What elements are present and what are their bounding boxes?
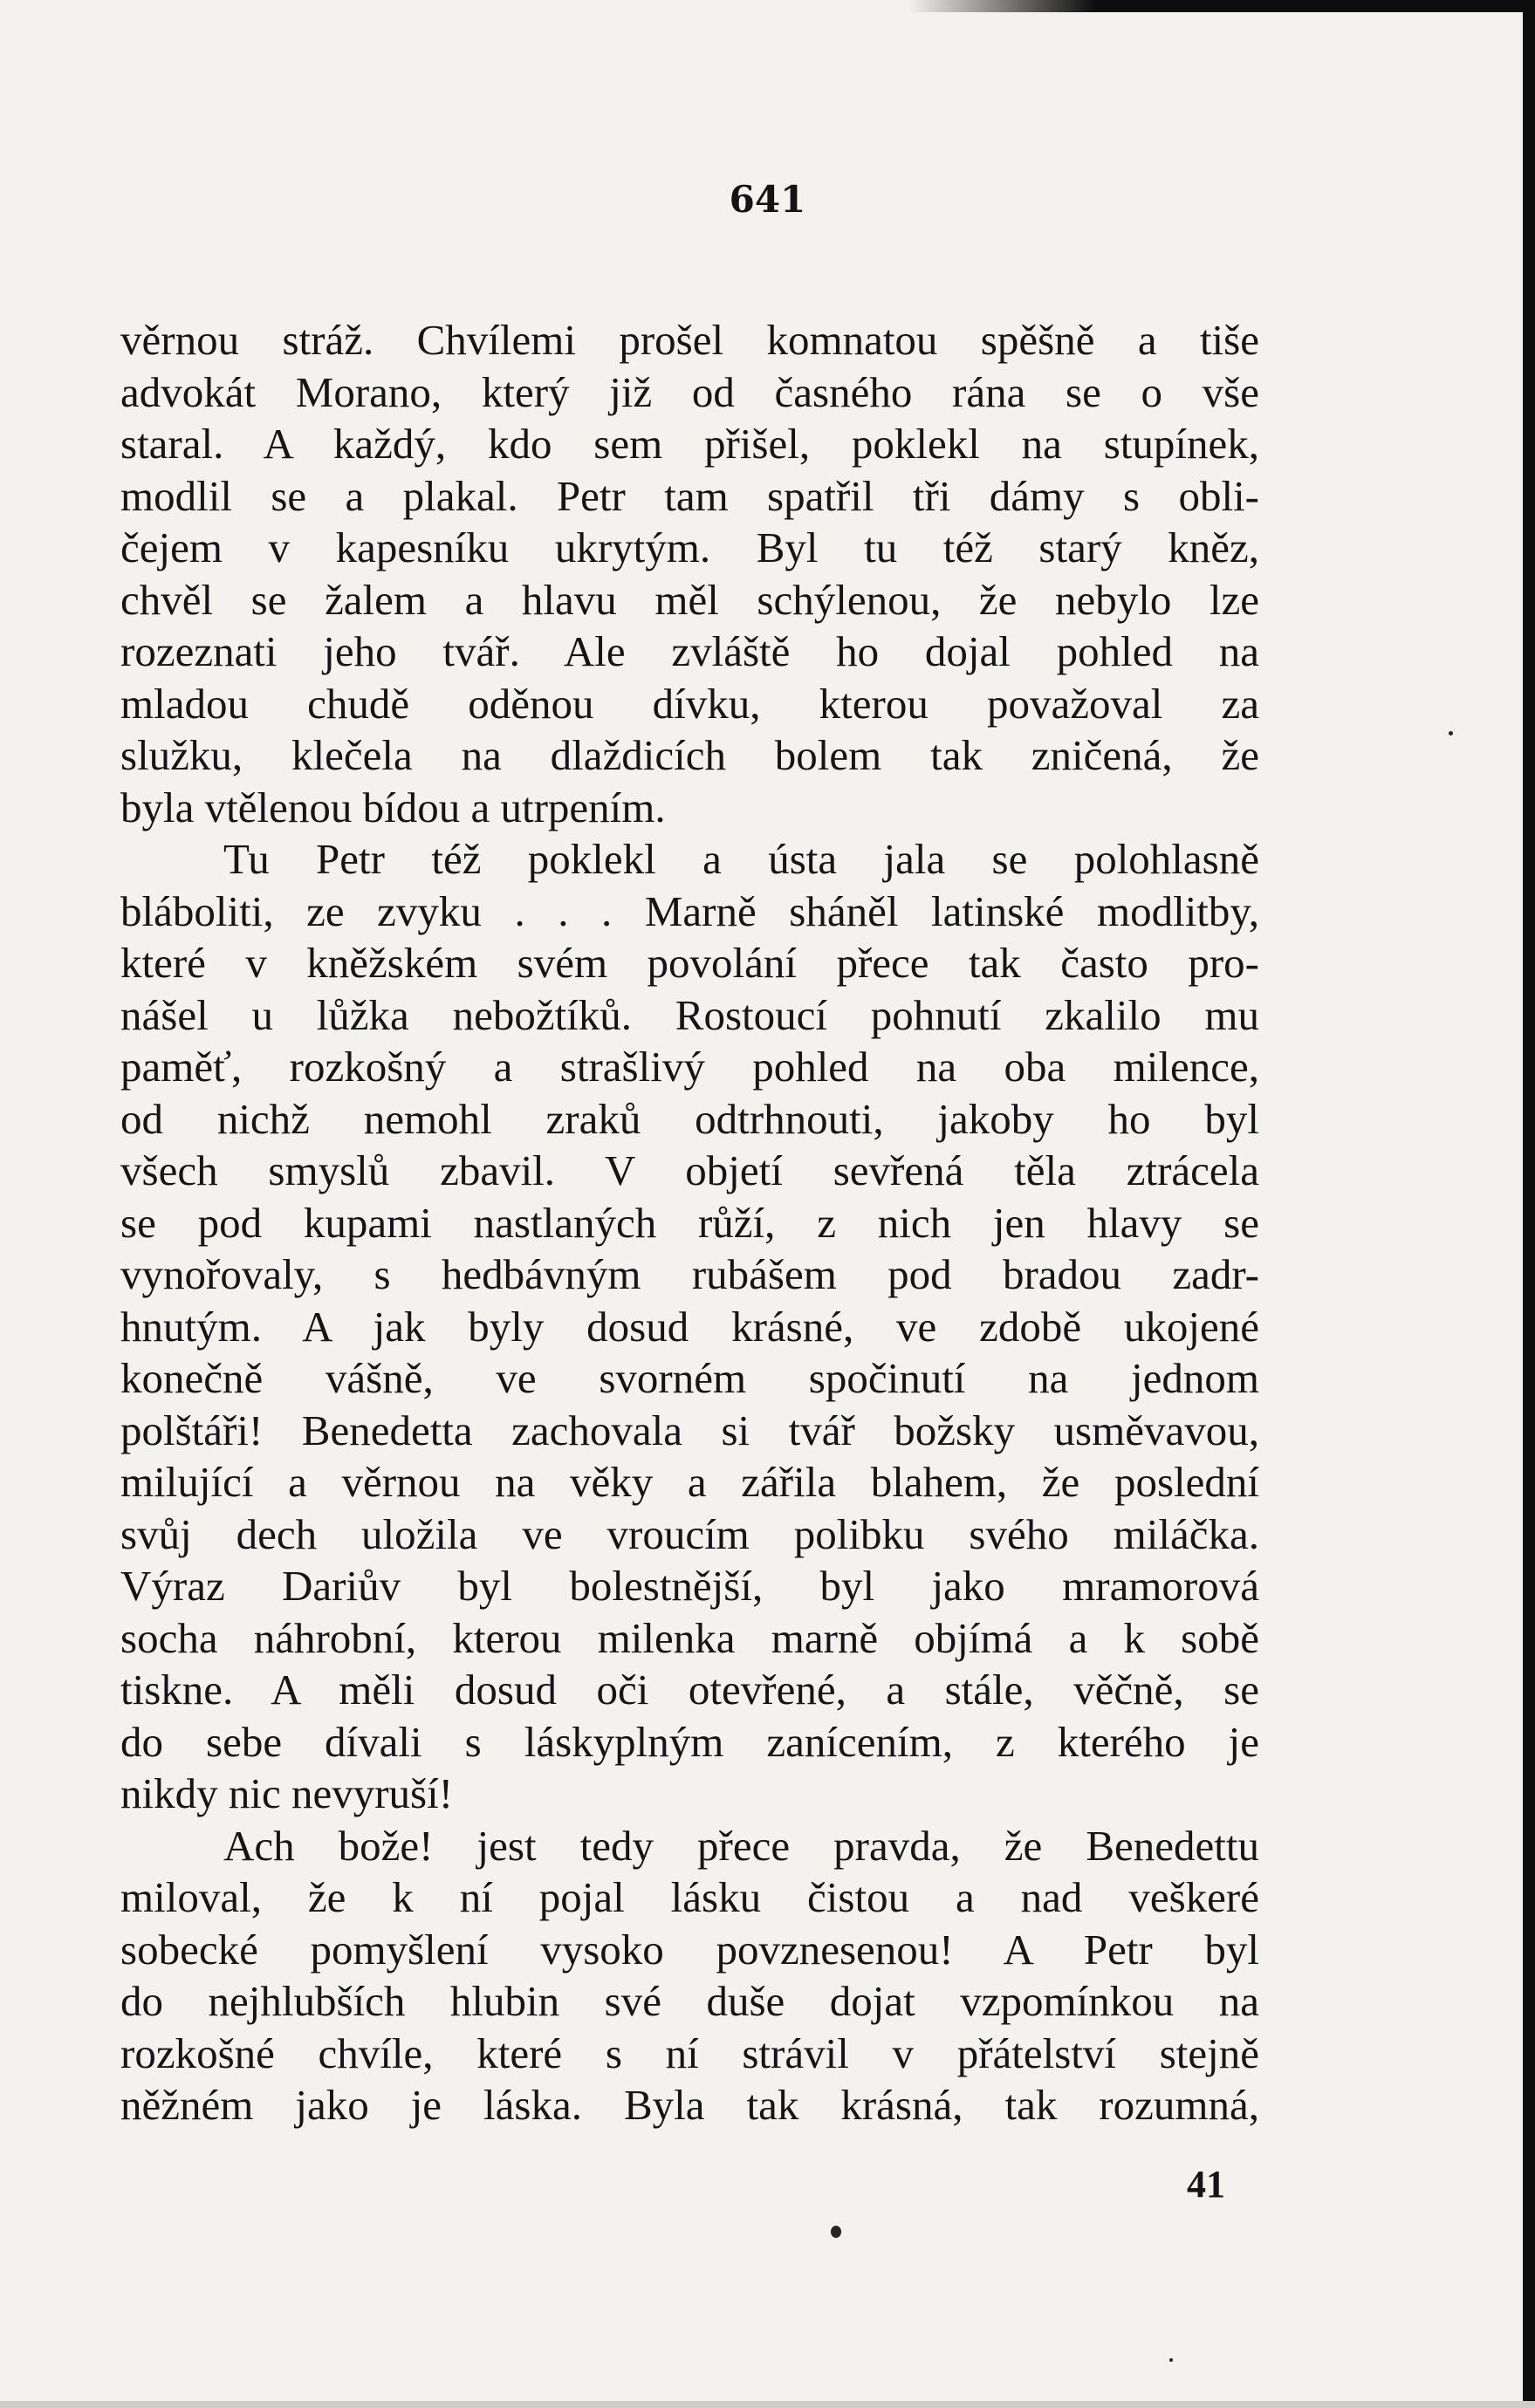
text-line: Ach bože! jest tedy přece pravda, že Benedettu xyxy=(223,1821,1259,1870)
scan-bottom-edge xyxy=(0,2401,1535,2408)
text-line: modlil se a plakal. Petr tam spatřil tři dámy s obli- xyxy=(120,471,1259,520)
text-line: konečně vášně, ve svorném spočinutí na jednom xyxy=(120,1354,1259,1402)
text-line: které v kněžském svém povolání přece tak často pro- xyxy=(120,939,1259,987)
text-line: hnutým. A jak byly dosud krásné, ve zdobě ukojené xyxy=(120,1302,1259,1351)
text-line: služku, klečela na dlaždicích bolem tak zničená, že xyxy=(120,731,1259,779)
text-line: nikdy nic nevyruší! xyxy=(120,1769,454,1817)
text-line: do sebe dívali s láskyplným zanícením, z kterého je xyxy=(120,1717,1259,1766)
scan-top-edge-shadow xyxy=(908,0,1535,12)
text-line: paměť, rozkošný a strašlivý pohled na oba milence, xyxy=(120,1043,1259,1091)
text-line: chvěl se žalem a hlavu měl schýlenou, že nebylo lze xyxy=(120,575,1259,624)
text-line: sobecké pomyšlení vysoko povznesenou! A Petr byl xyxy=(120,1925,1259,1974)
text-line: se pod kupami nastlaných růží, z nich jen hlavy se xyxy=(120,1198,1259,1247)
text-line: miloval, že k ní pojal lásku čistou a nad veškeré xyxy=(120,1873,1259,1921)
text-line: advokát Morano, který již od časného rána se o vše xyxy=(120,367,1259,416)
ink-speck xyxy=(1449,731,1453,735)
text-line: do nejhlubších hlubin své duše dojat vzpomínkou na xyxy=(120,1977,1259,2025)
text-line: staral. A každý, kdo sem přišel, poklekl na stupínek, xyxy=(120,420,1259,468)
text-line: vynořovaly, s hedbávným rubášem pod bradou zadr- xyxy=(120,1250,1259,1298)
body-text xyxy=(120,314,1259,2131)
text-line: tiskne. A měli dosud oči otevřené, a stále, věčně, se xyxy=(120,1666,1259,1714)
text-line: něžném jako je láska. Byla tak krásná, tak rozumná, xyxy=(120,2081,1259,2129)
text-line: čejem v kapesníku ukrytým. Byl tu též starý kněz, xyxy=(120,523,1259,571)
text-line: všech smyslů zbavil. V objetí sevřená těla ztrácela xyxy=(120,1146,1259,1194)
text-line: od nichž nemohl zraků odtrhnouti, jakoby ho byl xyxy=(120,1094,1259,1143)
text-line: mladou chudě oděnou dívku, kterou považoval za xyxy=(120,679,1259,728)
page-number: 641 xyxy=(729,178,806,221)
text-line: věrnou stráž. Chvílemi prošel komnatou spěšně a tiše xyxy=(120,316,1259,364)
text-line: rozkošné chvíle, které s ní strávil v přátelství stejně xyxy=(120,2028,1259,2077)
text-line: milující a věrnou na věky a zářila blahem, že poslední xyxy=(120,1458,1259,1506)
text-line: nášel u lůžka nebožtíků. Rostoucí pohnutí zkalilo mu xyxy=(120,990,1259,1039)
text-line: socha náhrobní, kterou milenka marně objímá a k sobě xyxy=(120,1613,1259,1662)
text-line: polštáři! Benedetta zachovala si tvář božsky usměvavou, xyxy=(120,1406,1259,1454)
text-line: Tu Petr též poklekl a ústa jala se polohlasně xyxy=(223,835,1259,883)
scan-right-edge-shadow xyxy=(1523,0,1535,2408)
text-line: byla vtělenou bídou a utrpením. xyxy=(120,783,666,831)
text-line: Výraz Dariův byl bolestnější, byl jako mramorová xyxy=(120,1562,1259,1610)
signature-mark: 41 xyxy=(1187,2163,1225,2206)
text-line: svůj dech uložila ve vroucím polibku svého miláčka. xyxy=(120,1509,1259,1558)
text-line: rozeznati jeho tvář. Ale zvláště ho dojal pohled na xyxy=(120,627,1259,675)
ink-speck xyxy=(1169,2358,1173,2362)
ink-speck xyxy=(831,2226,841,2238)
text-line: bláboliti, ze zvyku . . . Marně sháněl latinské modlitby, xyxy=(120,886,1259,935)
